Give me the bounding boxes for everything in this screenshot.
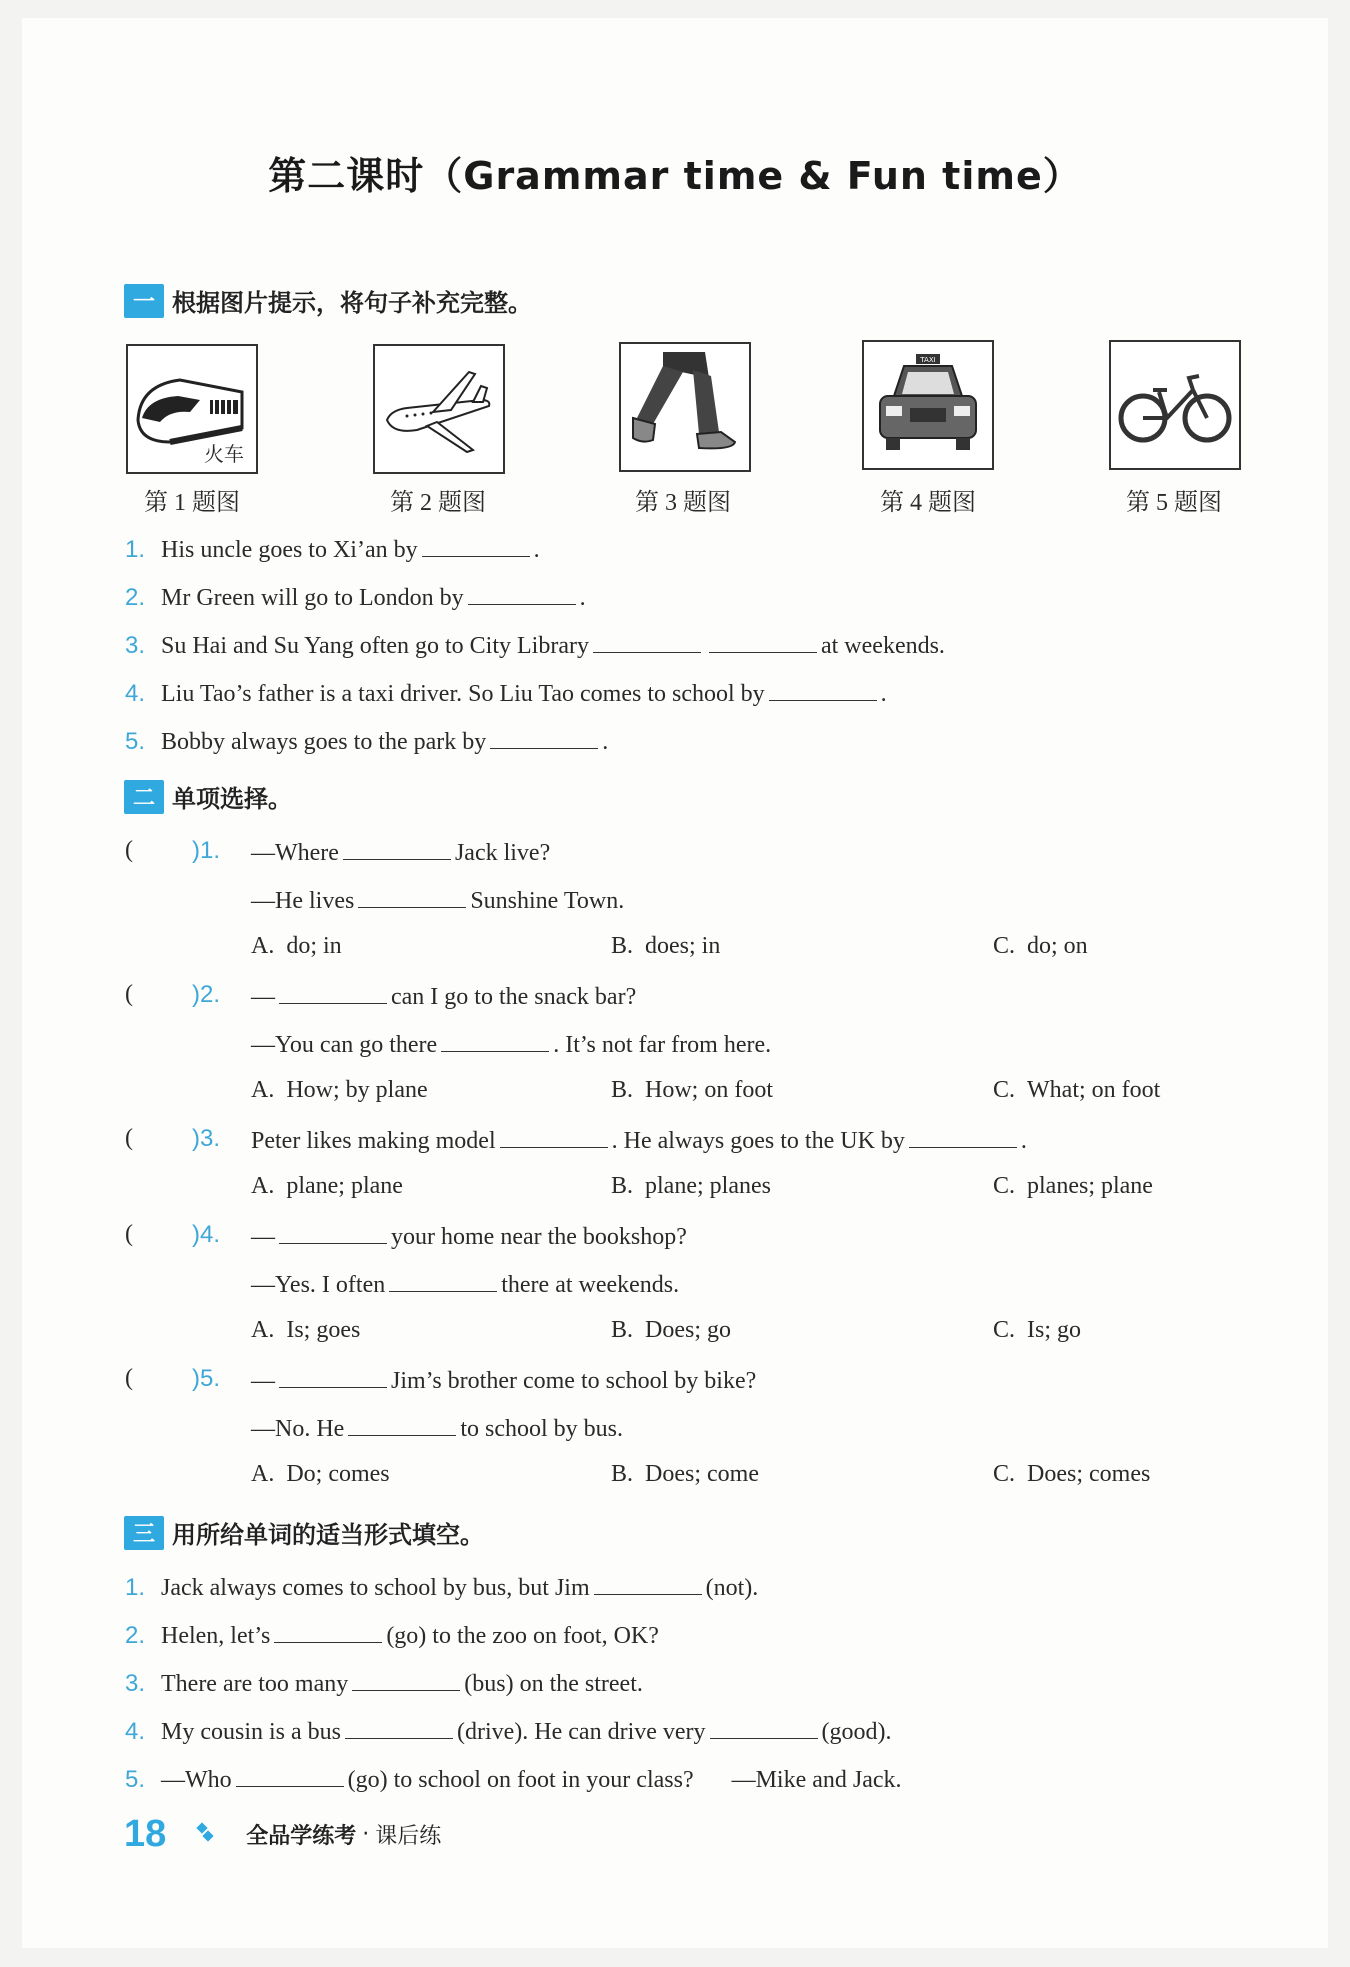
picture-caption: 第 5 题图 xyxy=(1126,490,1222,516)
item-text: Helen, let’s xyxy=(161,1623,271,1649)
section-heading: 根据图片提示，将句子补充完整。 xyxy=(172,289,532,317)
option-b[interactable]: B. How; on foot xyxy=(611,1077,773,1103)
list-item xyxy=(125,534,540,564)
answer-paren[interactable]: ( xyxy=(125,1125,133,1151)
question-number: )5. xyxy=(192,1365,221,1392)
answer-blank[interactable] xyxy=(500,1125,608,1148)
picture-caption: 第 3 题图 xyxy=(635,490,731,516)
answer-paren[interactable]: ( xyxy=(125,981,133,1007)
answer-blank[interactable] xyxy=(468,582,576,605)
question-text: Sunshine Town. xyxy=(470,888,625,914)
item-text: . xyxy=(579,585,586,611)
list-item xyxy=(125,582,586,612)
footer xyxy=(124,1813,441,1856)
option-a[interactable]: A. Is; goes xyxy=(251,1317,361,1343)
question-line xyxy=(251,1221,687,1251)
question-text: —He lives xyxy=(251,888,355,914)
list-item xyxy=(125,1764,902,1794)
item-number: 2. xyxy=(125,584,146,611)
picture-caption: 第 2 题图 xyxy=(390,490,486,516)
item-number: 3. xyxy=(125,1670,146,1697)
answer-blank[interactable] xyxy=(352,1668,460,1691)
option-c[interactable]: C. do; on xyxy=(993,933,1088,959)
option-a[interactable]: A. do; in xyxy=(251,933,342,959)
section-heading: 用所给单词的适当形式填空。 xyxy=(172,1521,484,1549)
answer-blank[interactable] xyxy=(593,630,701,653)
section-2-header xyxy=(124,779,292,814)
picture-caption: 第 1 题图 xyxy=(144,490,240,516)
question-text: Peter likes making model xyxy=(251,1128,496,1154)
list-item xyxy=(125,1620,659,1650)
answer-paren[interactable]: ( xyxy=(125,1365,133,1391)
option-b[interactable]: B. does; in xyxy=(611,933,721,959)
section-1-header xyxy=(124,283,532,318)
question-text: . xyxy=(1020,1128,1027,1154)
option-c[interactable]: C. Is; go xyxy=(993,1317,1082,1343)
item-number: 2. xyxy=(125,1622,146,1649)
item-text: (bus) on the street. xyxy=(464,1671,643,1697)
question-number: )2. xyxy=(192,981,221,1008)
section-3-header xyxy=(124,1515,484,1550)
item-text: . xyxy=(602,729,609,755)
option-a[interactable]: A. How; by plane xyxy=(251,1077,428,1103)
diamond-icon xyxy=(194,1820,218,1849)
question-text: — xyxy=(251,1224,275,1250)
list-item xyxy=(125,1716,892,1746)
list-item xyxy=(125,1572,758,1602)
item-text: Jack always comes to school by bus, but Jim xyxy=(161,1575,590,1601)
answer-paren[interactable]: ( xyxy=(125,837,133,863)
item-number: 4. xyxy=(125,1718,146,1745)
question-text: Jim’s brother come to school by bike? xyxy=(391,1368,757,1394)
item-text: (go) to the zoo on foot, OK? xyxy=(386,1623,659,1649)
page-title: 第二课时（Grammar time & Fun time） xyxy=(268,154,1082,198)
answer-blank[interactable] xyxy=(236,1764,344,1787)
taxi-icon xyxy=(862,340,994,470)
section-badge: 一 xyxy=(124,284,164,318)
separator: · xyxy=(362,1822,370,1847)
item-text: (drive). He can drive very xyxy=(457,1719,706,1745)
question-text: — xyxy=(251,1368,275,1394)
item-text: —Mike and Jack. xyxy=(731,1767,902,1793)
picture-label: 火车 xyxy=(204,442,244,466)
question-text: can I go to the snack bar? xyxy=(391,984,637,1010)
answer-blank[interactable] xyxy=(274,1620,382,1643)
question-text: — xyxy=(251,984,275,1010)
option-c[interactable]: C. planes; plane xyxy=(993,1173,1153,1199)
question-text: Jack live? xyxy=(454,840,551,866)
answer-blank[interactable] xyxy=(358,885,466,908)
item-text: Su Hai and Su Yang often go to City Library xyxy=(161,633,589,659)
question-text: there at weekends. xyxy=(501,1272,680,1298)
answer-blank[interactable] xyxy=(909,1125,1017,1148)
question-line xyxy=(251,1125,1027,1155)
item-text: His uncle goes to Xi’an by xyxy=(161,537,418,563)
question-number: )4. xyxy=(192,1221,221,1248)
feet-icon xyxy=(619,342,751,472)
question-text: —No. He xyxy=(251,1416,345,1442)
item-text: My cousin is a bus xyxy=(161,1719,341,1745)
svg-text:TAXI: TAXI xyxy=(920,356,936,364)
answer-blank[interactable] xyxy=(594,1572,702,1595)
item-text: Liu Tao’s father is a taxi driver. So Liu Tao comes to school by xyxy=(161,681,765,707)
question-line xyxy=(251,1029,771,1059)
list-item xyxy=(125,726,608,756)
answer-blank[interactable] xyxy=(345,1716,453,1739)
question-number: )3. xyxy=(192,1125,221,1152)
option-b[interactable]: B. Does; come xyxy=(611,1461,759,1487)
answer-blank[interactable] xyxy=(769,678,877,701)
question-line xyxy=(251,1413,623,1443)
section-badge: 二 xyxy=(124,780,164,814)
picture-caption: 第 4 题图 xyxy=(880,490,976,516)
question-text: —Yes. I often xyxy=(251,1272,386,1298)
plane-icon xyxy=(373,344,505,474)
item-number: 4. xyxy=(125,680,146,707)
question-text: —Where xyxy=(251,840,339,866)
question-line xyxy=(251,981,636,1011)
answer-blank[interactable] xyxy=(279,981,387,1004)
item-text: Mr Green will go to London by xyxy=(161,585,464,611)
answer-paren[interactable]: ( xyxy=(125,1221,133,1247)
question-line xyxy=(251,837,550,867)
item-text: —Who xyxy=(161,1767,232,1793)
question-number: )1. xyxy=(192,837,221,864)
section-badge: 三 xyxy=(124,1516,164,1550)
question-text: to school by bus. xyxy=(460,1416,623,1442)
item-text: (good). xyxy=(821,1719,892,1745)
option-a[interactable]: A. plane; plane xyxy=(251,1173,403,1199)
brand-sub: 课后练 xyxy=(375,1824,442,1849)
answer-blank[interactable] xyxy=(343,837,451,860)
answer-blank[interactable] xyxy=(709,630,817,653)
option-c[interactable]: C. What; on foot xyxy=(993,1077,1161,1103)
answer-blank[interactable] xyxy=(422,534,530,557)
question-text: . It’s not far from here. xyxy=(553,1032,772,1058)
item-text: Bobby always goes to the park by xyxy=(161,729,487,755)
page-number: 18 xyxy=(124,1813,167,1855)
item-number: 3. xyxy=(125,632,146,659)
option-b[interactable]: B. Does; go xyxy=(611,1317,731,1343)
answer-blank[interactable] xyxy=(441,1029,549,1052)
list-item xyxy=(125,1668,643,1698)
list-item xyxy=(125,678,887,708)
item-text: (go) to school on foot in your class? xyxy=(347,1767,694,1793)
item-number: 5. xyxy=(125,1766,146,1793)
section-heading: 单项选择。 xyxy=(172,785,292,813)
answer-blank[interactable] xyxy=(348,1413,456,1436)
answer-blank[interactable] xyxy=(710,1716,818,1739)
answer-blank[interactable] xyxy=(490,726,598,749)
option-c[interactable]: C. Does; comes xyxy=(993,1461,1151,1487)
item-number: 1. xyxy=(125,1574,146,1601)
answer-blank[interactable] xyxy=(279,1221,387,1244)
item-text: . xyxy=(880,681,887,707)
list-item xyxy=(125,630,945,660)
question-text: —You can go there xyxy=(251,1032,438,1058)
item-text: . xyxy=(533,537,540,563)
answer-blank[interactable] xyxy=(279,1365,387,1388)
question-text: your home near the bookshop? xyxy=(391,1224,687,1250)
question-line xyxy=(251,885,624,915)
item-text: There are too many xyxy=(161,1671,349,1697)
item-number: 1. xyxy=(125,536,146,563)
question-line xyxy=(251,1365,756,1395)
item-text: at weekends. xyxy=(820,633,945,659)
answer-blank[interactable] xyxy=(389,1269,497,1292)
option-b[interactable]: B. plane; planes xyxy=(611,1173,771,1199)
question-line xyxy=(251,1269,679,1299)
option-a[interactable]: A. Do; comes xyxy=(251,1461,390,1487)
brand-name: 全品学练考 xyxy=(246,1824,357,1849)
bike-icon xyxy=(1109,340,1241,470)
item-number: 5. xyxy=(125,728,146,755)
question-text: . He always goes to the UK by xyxy=(611,1128,905,1154)
item-text: (not). xyxy=(705,1575,759,1601)
